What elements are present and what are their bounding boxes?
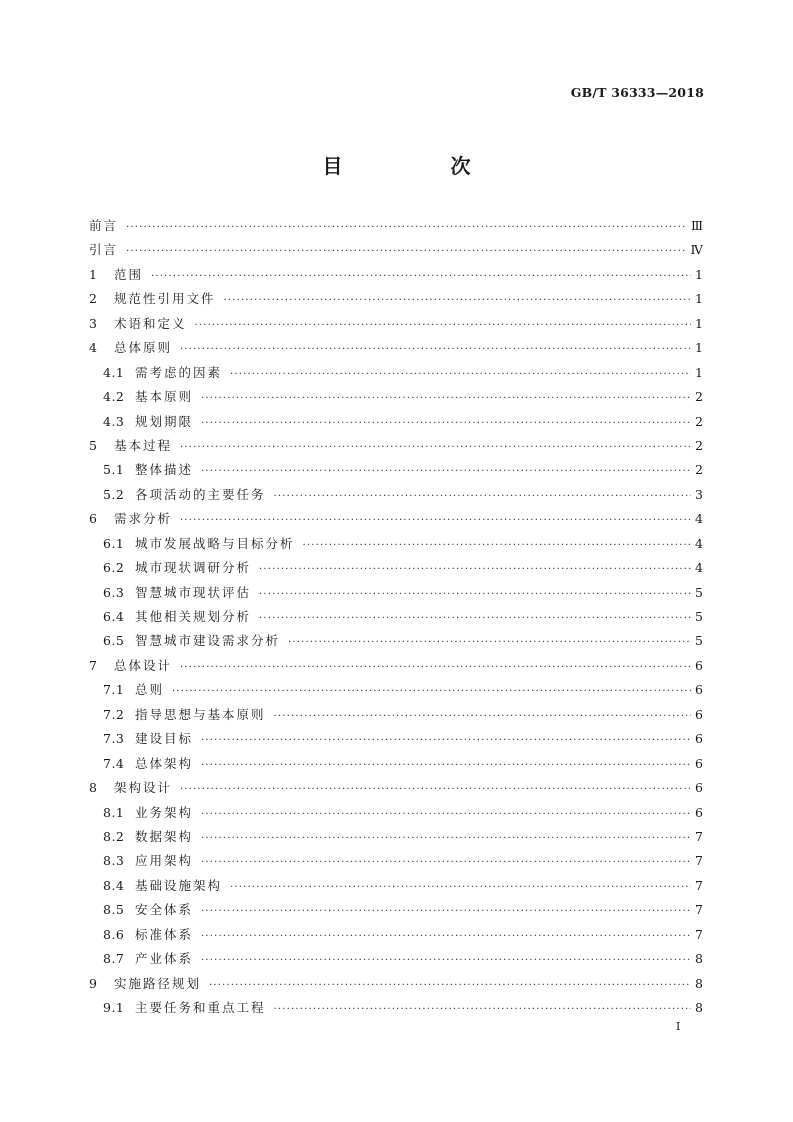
toc-entry-number: 6.1	[103, 535, 125, 551]
toc-leader-dots	[195, 314, 691, 338]
toc-entry-page: 7	[695, 926, 703, 942]
toc-entry-label: 各项活动的主要任务	[135, 486, 266, 502]
toc-entry-label: 需求分析	[114, 511, 173, 527]
toc-leader-dots	[201, 412, 691, 436]
toc-entry-number: 4.1	[103, 364, 125, 380]
toc-entry-number: 6	[89, 511, 98, 527]
toc-leader-dots	[201, 387, 691, 411]
toc-entry[interactable]	[89, 654, 703, 678]
toc-entry-page: 8	[695, 951, 703, 967]
toc-leader-dots	[151, 265, 691, 289]
toc-entry-number: 7.3	[103, 731, 125, 747]
toc-entry-label: 建设目标	[135, 731, 194, 747]
toc-entry[interactable]	[89, 629, 703, 653]
toc-leader-dots	[126, 240, 686, 264]
toc-leader-dots	[303, 534, 691, 558]
toc-entry-label: 前言	[89, 218, 119, 233]
standard-code: GB/T 36333—2018	[570, 85, 704, 100]
toc-entry-label: 安全体系	[135, 902, 194, 918]
toc-entry-label: 智慧城市建设需求分析	[135, 633, 281, 649]
toc-entry-label: 总体架构	[135, 755, 194, 771]
toc-leader-dots	[274, 705, 691, 729]
toc-entry-page: 8	[695, 975, 703, 991]
toc-entry-page: 6	[695, 706, 703, 722]
toc-entry[interactable]	[89, 238, 703, 262]
toc-entry-page: 2	[695, 462, 703, 478]
toc-entry[interactable]	[89, 996, 703, 1020]
toc-entry-label: 架构设计	[114, 780, 173, 796]
toc-entry[interactable]	[89, 972, 703, 996]
toc-entry-page: 1	[695, 364, 703, 380]
toc-entry-number: 9	[89, 975, 98, 991]
toc-leader-dots	[230, 876, 691, 900]
toc-entry[interactable]	[89, 825, 703, 849]
toc-entry-number: 6.5	[103, 633, 125, 649]
toc-entry-number: 8.7	[103, 951, 125, 967]
toc-entry-page: 2	[695, 413, 703, 429]
toc-entry-number: 7.2	[103, 706, 125, 722]
toc-entry[interactable]	[89, 361, 703, 385]
toc-entry-label: 基本过程	[114, 437, 173, 453]
toc-entry[interactable]	[89, 801, 703, 825]
toc-entry[interactable]	[89, 287, 703, 311]
toc-entry-label: 整体描述	[135, 462, 194, 478]
toc-entry-number: 5	[89, 437, 98, 453]
toc-leader-dots	[172, 680, 691, 704]
toc-entry-label: 总体原则	[114, 340, 173, 356]
toc-entry-number: 7.4	[103, 755, 125, 771]
toc-leader-dots	[259, 558, 691, 582]
toc-leader-dots	[209, 974, 691, 998]
toc-entry-label: 需考虑的因素	[135, 364, 223, 380]
toc-leader-dots	[180, 338, 691, 362]
toc-leader-dots	[259, 583, 691, 607]
toc-leader-dots	[126, 216, 687, 240]
table-of-contents	[89, 214, 703, 1020]
toc-entry-page: 5	[695, 609, 703, 624]
toc-entry-label: 基础设施架构	[135, 877, 223, 893]
toc-leader-dots	[201, 851, 691, 875]
toc-entry-label: 数据架构	[135, 828, 194, 844]
toc-entry-page: 6	[695, 657, 703, 673]
toc-entry[interactable]	[89, 458, 703, 482]
toc-entry-label: 主要任务和重点工程	[135, 1000, 266, 1015]
toc-entry-label: 总则	[135, 682, 165, 698]
toc-entry-page: 6	[695, 682, 703, 698]
toc-entry-number: 8.5	[103, 902, 125, 918]
toc-entry[interactable]	[89, 336, 703, 360]
toc-entry-page: 5	[695, 633, 703, 649]
toc-entry-label: 术语和定义	[114, 315, 187, 331]
toc-entry-number: 6.3	[103, 584, 125, 600]
toc-entry-label: 应用架构	[135, 853, 194, 869]
toc-entry-label: 产业体系	[135, 951, 194, 967]
toc-leader-dots	[274, 485, 691, 509]
toc-entry[interactable]	[89, 556, 703, 580]
toc-entry-page: 4	[695, 511, 703, 527]
toc-entry-page: 4	[695, 560, 703, 576]
toc-entry-label: 基本原则	[135, 389, 194, 405]
toc-entry[interactable]	[89, 874, 703, 898]
toc-entry[interactable]	[89, 507, 703, 531]
toc-entry-label: 引言	[89, 242, 119, 258]
toc-entry-number: 6.2	[103, 560, 125, 576]
toc-entry-number: 8.1	[103, 804, 125, 820]
toc-entry-number: 8.6	[103, 926, 125, 942]
toc-entry[interactable]	[89, 434, 703, 458]
toc-leader-dots	[180, 509, 691, 533]
toc-entry[interactable]	[89, 849, 703, 873]
toc-entry-label: 城市现状调研分析	[135, 560, 252, 576]
toc-entry-number: 4	[89, 340, 98, 356]
toc-entry-page: 1	[695, 315, 703, 331]
page-title: 目 次	[322, 154, 515, 178]
toc-entry-label: 范围	[114, 266, 144, 282]
toc-leader-dots	[201, 925, 691, 949]
toc-entry-page: 7	[695, 877, 703, 893]
toc-leader-dots	[201, 827, 691, 851]
toc-leader-dots	[288, 631, 691, 655]
toc-leader-dots	[201, 900, 691, 924]
toc-entry-number: 7.1	[103, 682, 125, 698]
toc-entry-number: 6.4	[103, 609, 125, 624]
toc-entry-number: 2	[89, 291, 98, 307]
toc-entry[interactable]	[89, 776, 703, 800]
toc-entry[interactable]	[89, 263, 703, 287]
toc-leader-dots	[201, 729, 691, 753]
toc-entry-number: 8.2	[103, 828, 125, 844]
toc-leader-dots	[224, 289, 691, 313]
toc-entry-page: 7	[695, 853, 703, 869]
toc-entry-page: 1	[695, 291, 703, 307]
toc-entry-page: 1	[695, 266, 703, 282]
toc-entry-number: 8.3	[103, 853, 125, 869]
toc-entry-number: 4.2	[103, 389, 125, 405]
toc-entry-number: 5.1	[103, 462, 125, 478]
toc-entry-label: 指导思想与基本原则	[135, 706, 266, 722]
toc-entry-label: 规划期限	[135, 413, 194, 429]
toc-entry[interactable]	[89, 385, 703, 409]
toc-entry-page: 7	[695, 902, 703, 918]
toc-entry-page: 6	[695, 755, 703, 771]
toc-entry[interactable]	[89, 703, 703, 727]
toc-entry[interactable]	[89, 923, 703, 947]
toc-entry-label: 其他相关规划分析	[135, 609, 252, 624]
toc-entry[interactable]	[89, 898, 703, 922]
toc-entry-label: 规范性引用文件	[114, 291, 216, 307]
toc-leader-dots	[274, 998, 691, 1022]
toc-entry-page: 6	[695, 780, 703, 796]
toc-entry-label: 智慧城市现状评估	[135, 584, 252, 600]
toc-entry-label: 业务架构	[135, 804, 194, 820]
toc-entry[interactable]	[89, 532, 703, 556]
toc-entry-page: 2	[695, 389, 703, 405]
toc-entry-page: 4	[695, 535, 703, 551]
toc-entry[interactable]	[89, 483, 703, 507]
toc-entry-page: 6	[695, 804, 703, 820]
toc-leader-dots	[201, 754, 691, 778]
footer-page-number: Ⅰ	[676, 1020, 681, 1033]
toc-leader-dots	[180, 778, 691, 802]
toc-entry-page: 5	[695, 584, 703, 600]
toc-entry-number: 9.1	[103, 1000, 125, 1015]
toc-leader-dots	[201, 949, 691, 973]
toc-entry-label: 总体设计	[114, 657, 173, 673]
toc-entry-page: 8	[695, 1000, 703, 1015]
toc-entry-page: Ⅳ	[690, 242, 703, 258]
toc-entry[interactable]	[89, 678, 703, 702]
toc-entry[interactable]	[89, 947, 703, 971]
toc-entry-page: 1	[695, 340, 703, 356]
toc-entry-page: 7	[695, 828, 703, 844]
toc-entry-label: 城市发展战略与目标分析	[135, 535, 295, 551]
toc-entry-number: 3	[89, 315, 98, 331]
toc-entry-number: 8.4	[103, 877, 125, 893]
toc-entry-number: 8	[89, 780, 98, 796]
toc-entry[interactable]	[89, 312, 703, 336]
toc-leader-dots	[201, 803, 691, 827]
toc-entry[interactable]	[89, 581, 703, 605]
toc-entry[interactable]	[89, 410, 703, 434]
toc-leader-dots	[259, 607, 691, 631]
toc-entry[interactable]	[89, 727, 703, 751]
toc-leader-dots	[180, 436, 691, 460]
toc-entry-label: 实施路径规划	[114, 975, 202, 991]
toc-entry-page: 2	[695, 437, 703, 453]
toc-entry-page: 6	[695, 731, 703, 747]
toc-entry-page: 3	[695, 486, 703, 502]
toc-entry-number: 4.3	[103, 413, 125, 429]
toc-entry-number: 1	[89, 266, 98, 282]
toc-entry-label: 标准体系	[135, 926, 194, 942]
toc-entry-number: 5.2	[103, 486, 125, 502]
toc-entry-number: 7	[89, 657, 98, 673]
toc-entry-page: Ⅲ	[690, 218, 703, 233]
toc-entry[interactable]	[89, 214, 703, 238]
toc-leader-dots	[180, 656, 691, 680]
toc-leader-dots	[230, 363, 691, 387]
toc-entry[interactable]	[89, 752, 703, 776]
toc-leader-dots	[201, 460, 691, 484]
toc-entry[interactable]	[89, 605, 703, 629]
